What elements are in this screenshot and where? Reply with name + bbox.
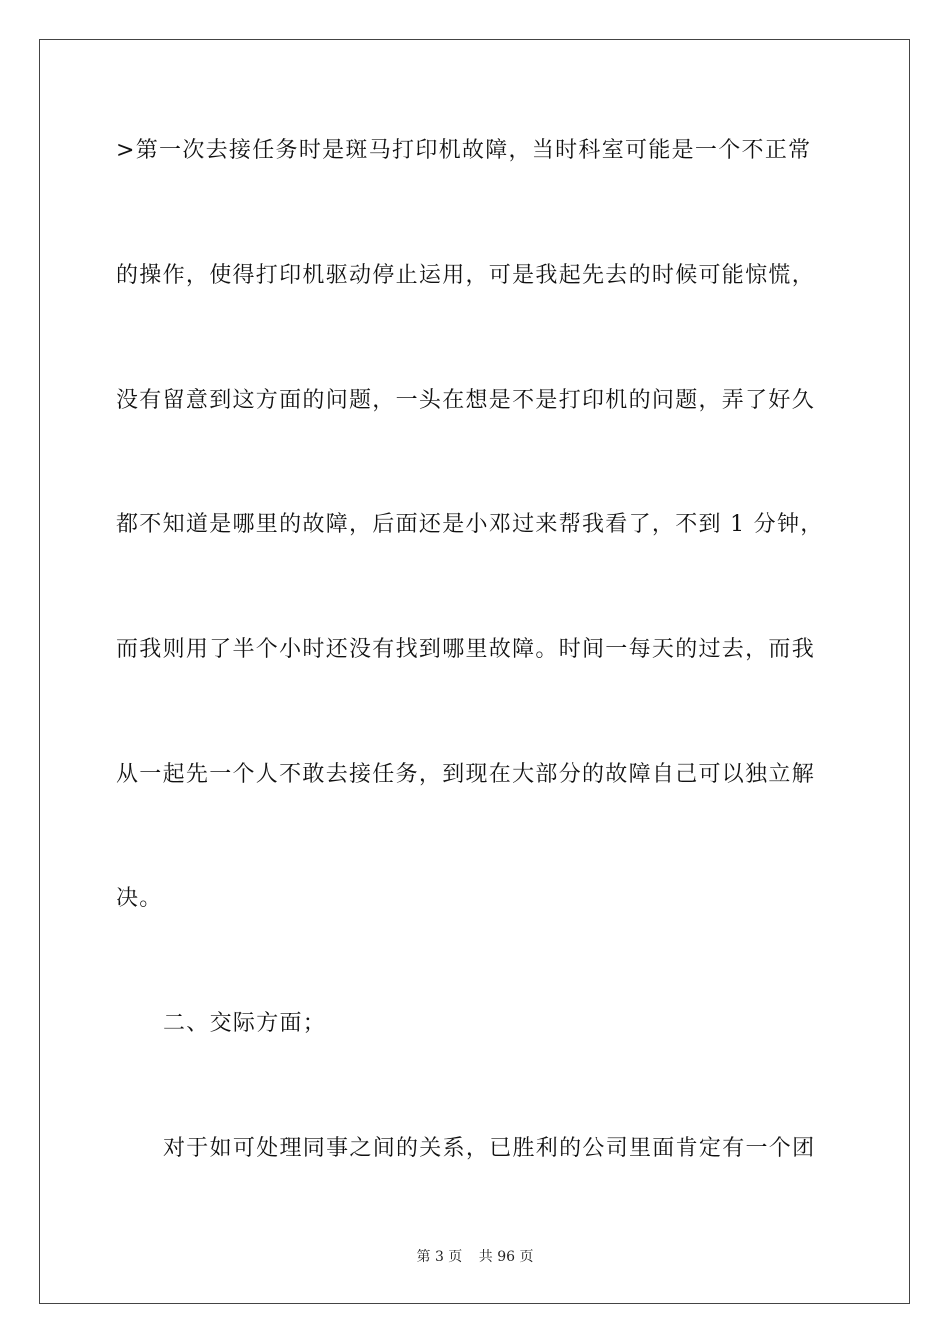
page-number: 第 3 页	[416, 1249, 463, 1265]
body-text-line: 从一起先一个人不敢去接任务，到现在大部分的故障自己可以独立解	[116, 762, 816, 787]
section-heading: 二、交际方面；	[163, 1011, 327, 1036]
body-text-line: 而我则用了半个小时还没有找到哪里故障。时间一每天的过去，而我	[116, 637, 816, 662]
page-border	[39, 39, 910, 1304]
body-text-line: 没有留意到这方面的问题，一头在想是不是打印机的问题，弄了好久	[116, 388, 816, 413]
body-text-line: 决。	[116, 886, 163, 911]
page-total: 共 96 页	[478, 1249, 534, 1265]
page-footer	[0, 1248, 950, 1266]
body-text-line: 都不知道是哪里的故障，后面还是小邓过来帮我看了，不到 1 分钟，	[116, 512, 824, 537]
body-text-line: 对于如可处理同事之间的关系，已胜利的公司里面肯定有一个团	[163, 1136, 816, 1161]
body-text-line: 的操作，使得打印机驱动停止运用，可是我起先去的时候可能惊慌，	[116, 263, 816, 288]
body-text-line: >第一次去接任务时是斑马打印机故障，当时科室可能是一个不正常	[116, 138, 812, 163]
